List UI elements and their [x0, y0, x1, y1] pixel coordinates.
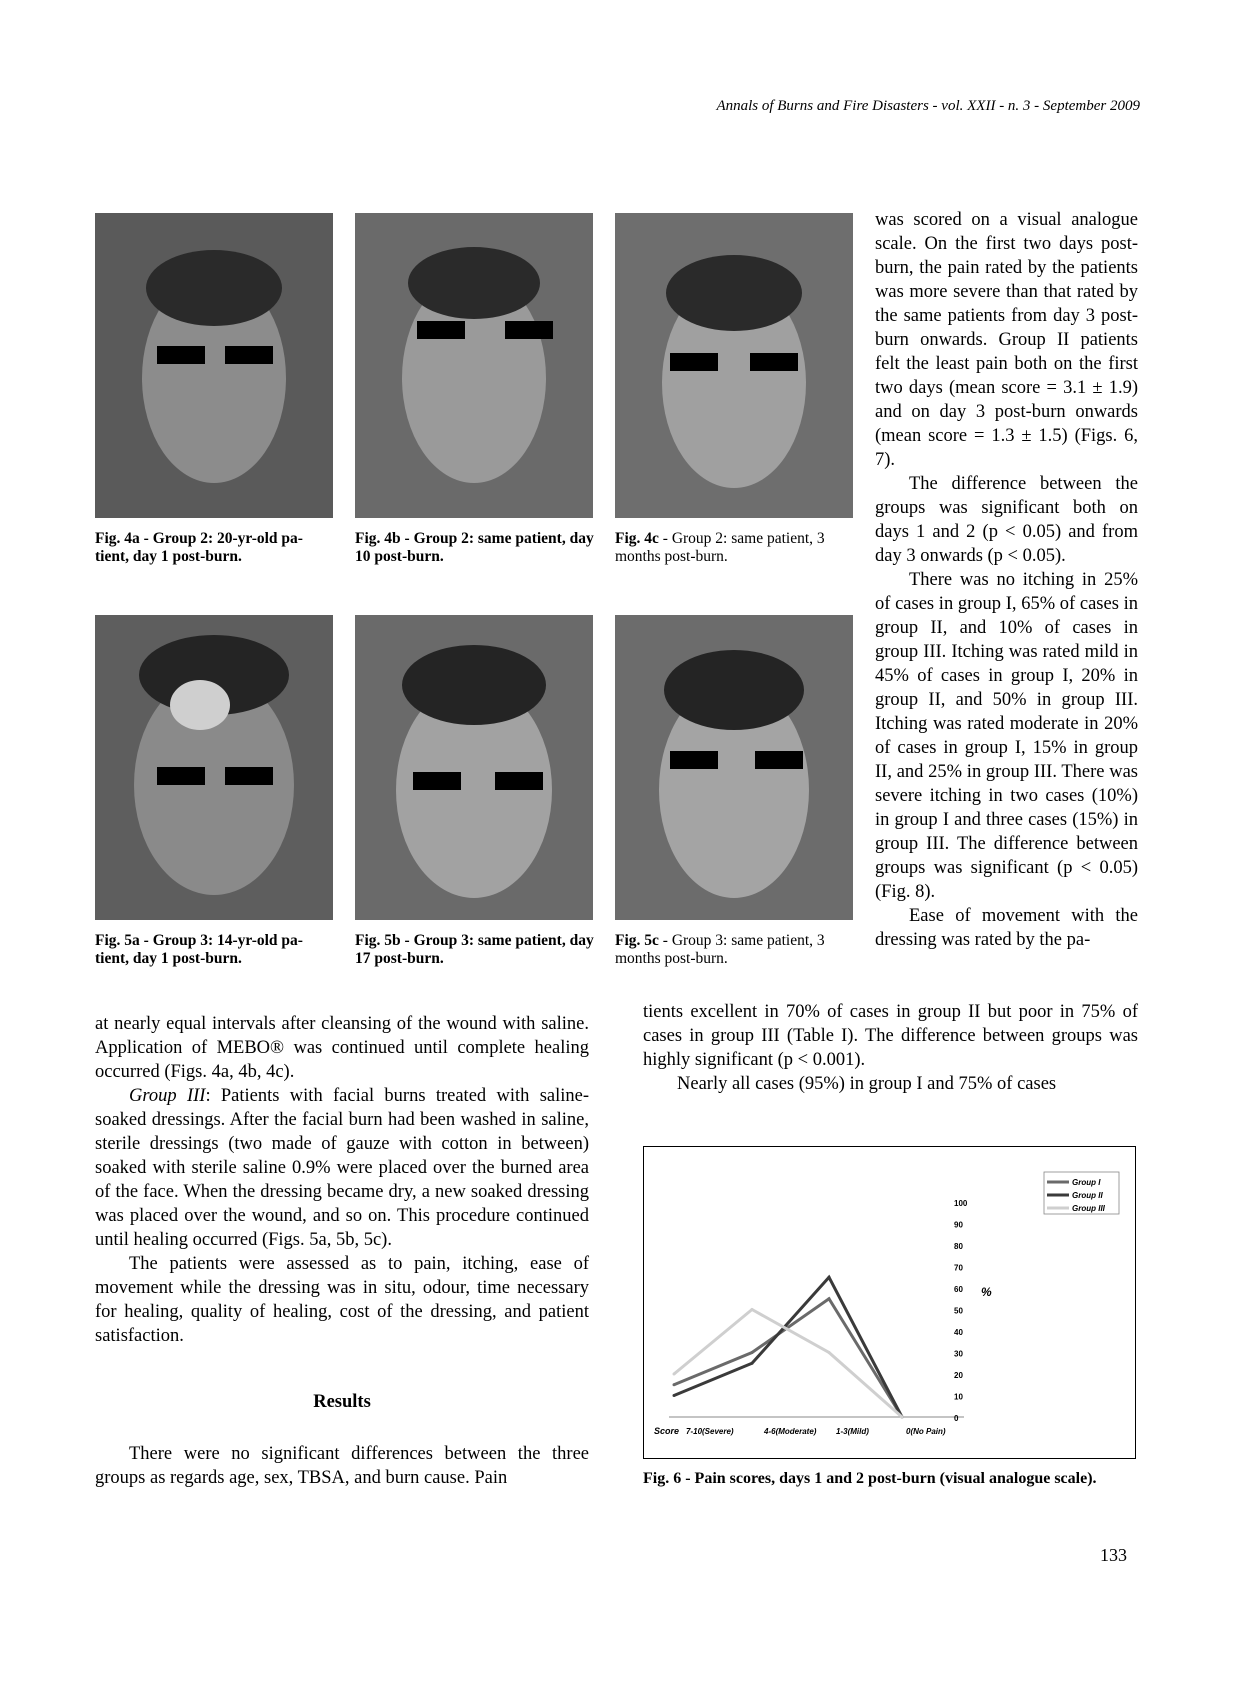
series-line-group-i: [674, 1299, 902, 1417]
photo-fig5a: [95, 615, 333, 920]
data-point: [751, 1362, 754, 1365]
data-point: [901, 1416, 904, 1419]
paragraph: The patients were assessed as to pain, itching, ease of movement while the dressing was in situ, odour, time necessary for healing, quality of healing, cost of the dressing, and patient satisfaction.: [95, 1254, 589, 1346]
caption-fig4b: Fig. 4b - Group 2: same patient, day 10 post-burn.: [355, 530, 594, 565]
legend-label: Group II: [1072, 1191, 1103, 1200]
chart-legend: [1044, 1172, 1119, 1214]
paragraph: at nearly equal intervals after cleansing of the wound with saline. Application of MEBO® was continued until complete healing occurred (Figs. 4a, 4b, 4c).: [95, 1014, 589, 1082]
y-axis-label: %: [981, 1285, 992, 1299]
face-photo-graphic: [615, 615, 853, 920]
paragraph: Nearly all cases (95%) in group I and 75% of cases: [677, 1074, 1057, 1094]
caption-fig5c: Fig. 5c - Group 3: same patient, 3 months post-burn.: [615, 932, 825, 967]
data-point: [673, 1383, 676, 1386]
photo-fig5c: [615, 615, 853, 920]
y-tick-label: 30: [954, 1349, 963, 1359]
paragraph: The difference between the groups was significant both on days 1 and 2 (p < 0.05) and from day 3 onwards (p < 0.05).: [875, 474, 1138, 566]
page-number: 133: [1100, 1545, 1127, 1565]
left-column-text: [95, 1012, 589, 1348]
data-point: [828, 1297, 831, 1300]
paragraph: tients excellent in 70% of cases in group II but poor in 75% of cases in group III (Table I). The difference between groups was highly significant (p < 0.001).: [643, 1002, 1138, 1070]
caption-fig5a: Fig. 5a - Group 3: 14-yr-old pa-tient, day 1 post-burn.: [95, 932, 303, 967]
caption-fig4c: Fig. 4c - Group 2: same patient, 3 months post-burn.: [615, 530, 825, 565]
line-chart: [644, 1147, 1134, 1457]
y-tick-label: 100: [954, 1199, 968, 1208]
caption-fig4a: Fig. 4a - Group 2: 20-yr-old pa-tient, day 1 post-burn.: [95, 530, 303, 565]
data-point: [673, 1373, 676, 1376]
fig6-caption: Fig. 6 - Pain scores, days 1 and 2 post-burn (visual analogue scale).: [643, 1470, 1097, 1487]
y-tick-label: 10: [954, 1392, 963, 1402]
running-header: Annals of Burns and Fire Disasters - vol. XXII - n. 3 - September 2009: [716, 98, 1140, 114]
legend-label: Group I: [1072, 1178, 1101, 1187]
y-tick-label: 90: [954, 1220, 963, 1230]
x-tick-label: 7-10(Severe): [686, 1427, 734, 1436]
legend-label: Group III: [1072, 1204, 1105, 1213]
face-photo-graphic: [355, 213, 593, 518]
results-heading: Results: [313, 1392, 371, 1412]
face-photo-graphic: [95, 615, 333, 920]
paragraph: There was no itching in 25% of cases in group I, 65% of cases in group II, and 10% of cases in group III. Itching was rated mild in 45% of cases in group I, 20% in group II, and 50% in group III. Itching was rated moderate in 20% of cases in group I, 15% in group II, and 25% in group III. There was severe itching in two cases (10%) in group I and three cases (15%) in group III. The difference between groups was significant (p < 0.05) (Fig. 8).: [875, 570, 1138, 902]
face-photo-graphic: [355, 615, 593, 920]
y-tick-labels: [954, 1199, 968, 1423]
paragraph: There were no significant differences between the three groups as regards age, sex, TBSA, and burn cause. Pain: [95, 1444, 589, 1488]
y-tick-label: 60: [954, 1285, 963, 1294]
paragraph: was scored on a visual analogue scale. On the first two days post-burn, the pain rated by the patients was more severe than that rated by the same patients from day 3 post-burn onwards. Group II patients felt the least pain both on the first two days (mean score = 3.1 ± 1.9) and on day 3 post-burn onwards (mean score = 1.3 ± 1.5) (Figs. 6, 7).: [875, 210, 1138, 470]
face-photo-graphic: [95, 213, 333, 518]
chart-series: [673, 1276, 904, 1419]
y-tick-label: 80: [954, 1242, 963, 1251]
y-tick-label: 0: [954, 1414, 959, 1423]
right-continuation-text: [643, 1000, 1138, 1096]
photo-fig4b: [355, 213, 593, 518]
right-column-text: [875, 208, 1138, 952]
fig6-chart: [643, 1146, 1136, 1459]
paragraph: Group III: Patients with facial burns treated with saline-soaked dressings. After the facial burn had been washed in saline, sterile dressings (two made of gauze with cotton in between) soaked with sterile saline 0.9% were placed over the burned area of the face. When the dressing became dry, a new soaked dressing was placed over the wound, and so on. This procedure continued until healing occurred (Figs. 5a, 5b, 5c).: [95, 1086, 589, 1250]
data-point: [828, 1276, 831, 1279]
data-point: [673, 1394, 676, 1397]
y-tick-label: 70: [954, 1263, 963, 1273]
y-tick-label: 20: [954, 1371, 963, 1380]
results-text: [95, 1442, 589, 1490]
y-tick-label: 40: [954, 1328, 963, 1337]
photo-fig5b: [355, 615, 593, 920]
data-point: [751, 1308, 754, 1311]
x-tick-label: 0(No Pain): [906, 1427, 946, 1436]
data-point: [828, 1351, 831, 1354]
y-tick-label: 50: [954, 1306, 963, 1316]
x-tick-label: 4-6(Moderate): [764, 1427, 817, 1436]
face-photo-graphic: [615, 213, 853, 518]
paragraph: Ease of movement with the dressing was rated by the pa-: [875, 906, 1138, 950]
x-axis-prefix: Score: [654, 1426, 680, 1436]
data-point: [751, 1351, 754, 1354]
x-tick-labels: [654, 1426, 946, 1436]
photo-fig4c: [615, 213, 853, 518]
group-label: Group III: [129, 1086, 206, 1106]
x-tick-label: 1-3(Mild): [836, 1427, 869, 1436]
caption-fig5b: Fig. 5b - Group 3: same patient, day 17 post-burn.: [355, 932, 594, 967]
photo-fig4a: [95, 213, 333, 518]
